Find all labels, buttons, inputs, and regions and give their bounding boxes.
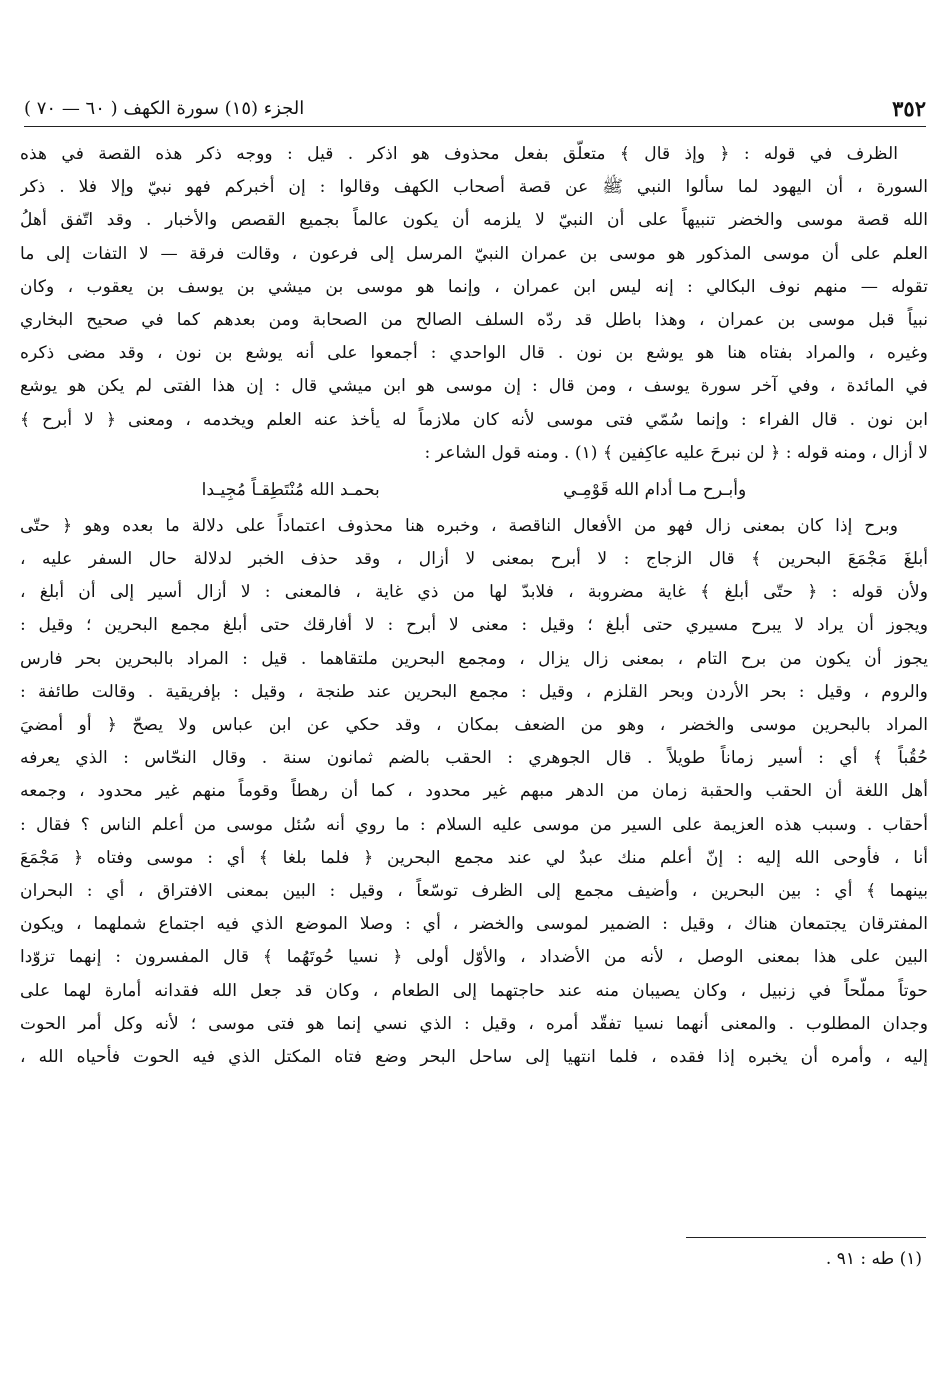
text-line: إليه ، وأمره أن يخبره إذا فقده ، فلما انتهيا إلى ساحل البحر وضع فتاه المكتل الذي فيه الحوت فأحياه الله ،	[20, 1046, 928, 1067]
running-header	[24, 92, 926, 124]
text-line: في المائدة ، وفي آخر سورة يوسف ، ومن قال : إن موسى هو ابن ميشي قال : إن هذا الفتى لم يكن هو يوشع	[20, 376, 928, 397]
text-line: وبرح إذا كان بمعنى زال فهو من الأفعال الناقصة ، وخبره هنا محذوف اعتماداً على دلالة ما بعده وهو ﴿ حتّى	[20, 515, 898, 536]
verse-hemistich-second: بحمـد الله مُنْتَطِقـاً مُجِيـدا	[201, 479, 380, 500]
text-line: السورة ، أن اليهود لما سألوا النبي ﷺ عن قصة أصحاب الكهف وقالوا : إن أخبركم فهو نبيّ وإلا فلا . ذكر	[20, 177, 928, 198]
text-line: بينهما ﴾ أي : بين البحرين ، وأضيف مجمع إلى الظرف توسّعاً ، وقيل : البين بمعنى الافتراق ، أي : البحران	[20, 880, 928, 901]
text-line: أبلغَ مَجْمَعَ البحرين ﴾ قال الزجاج : لا أبرح بمعنى لا أزال ، وقد حذف الخبر لدلالة حال السفر عليه ،	[20, 549, 928, 570]
main-text	[20, 138, 928, 1074]
text-line: أنا ، فأوحى الله إليه : إنّ أعلم منك عبدٌ لي عند مجمع البحرين ﴿ فلما بلغا ﴾ أي : موسى وفتاه ﴿ مَجْمَعَ	[20, 847, 928, 868]
text-line: ابن نون . قال الفراء : وإنما سُمّي فتى موسى لأنه كان ملازماً له يأخذ عنه العلم ويخدمه ، ومعنى ﴿ لا أبرح ﴾	[20, 409, 928, 430]
text-line: ويجوز أن يراد لا يبرح مسيري حتى أبلغ ؛ وقيل : معنى لا أبرح : لا أفارقك حتى أبلغ مجمع البحرين ؛ وقيل :	[20, 615, 928, 636]
text-line: حوتاً مملّحاً في زنبيل ، وكان يصيبان منه عند حاجتهما إلى الطعام ، وكان قد جعل الله فقدانه أمارة لهما على	[20, 980, 928, 1001]
text-line: تقوله — منهم نوف البكالي : إنه ليس ابن عمران ، وإنما هو موسى بن ميشي بن يوسف بن يعقوب ، وكان	[20, 276, 928, 297]
poetry-verse	[20, 470, 928, 510]
text-line: وجدان المطلوب . والمعنى أنهما نسيا تفقّد أمره ، وقيل : الذي نسي إنما هو فتى موسى ؛ لأنه وكل أمر الحوت	[20, 1013, 928, 1034]
running-title: الجزء (١٥) سورة الكهف ( ٦٠ — ٧٠ )	[24, 97, 305, 119]
text-line: أحقاب . وسبب هذه العزيمة على السير من موسى عليه السلام : ما روي أنه سُئل موسى من أعلم الناس ؟ فقال :	[20, 814, 928, 835]
text-line: وغيره ، والمراد بفتاه هنا هو يوشع بن نون . قال الواحدي : أجمعوا على أنه يوشع بن نون ، وقد مضى ذكره	[20, 343, 928, 364]
text-line: أهل اللغة أن الحقب والحقبة زمان من الدهر مبهم غير محدود ، كما أن رهطاً وقوماً منهم غير محدود ، وجمعه	[20, 781, 928, 802]
text-line: المراد بالبحرين موسى والخضر ، وهو من الضعف بمكان ، وقد حكي عن ابن عباس ولا يصحّ ﴿ أو أمضيَ	[20, 715, 928, 735]
footnote-divider	[686, 1237, 926, 1238]
header-divider	[24, 126, 926, 127]
text-line: البين على هذا بمعنى الوصل ، لأنه من الأضداد ، والأوّل أولى ﴿ نسيا حُوتَهُما ﴾ قال المفسرون : إنهما تزوّدا	[20, 947, 928, 968]
text-line: المفترقان يجتمعان هناك ، وقيل : الضمير لموسى والخضر ، أي : وصلا الموضع الذي فيه اجتماع شملهما ، ويكون	[20, 914, 928, 935]
text-line: لا أزال ، ومنه قوله : ﴿ لن نبرحَ عليه عاكِفين ﴾ (١) . ومنه قول الشاعر :	[424, 442, 928, 463]
verse-hemistich-first: وأبـرح مـا أدام الله قَوْمِـي	[563, 479, 747, 500]
text-line: ولأن قوله : ﴿ حتّى أبلغ ﴾ غاية مضروبة ، فلابدّ لها من ذي غاية ، فالمعنى : لا أزال أسير إلى أن أبلغ ،	[20, 582, 928, 603]
text-line: والروم ، وقيل : بحر الأردن وبحر القلزم ، وقيل : مجمع البحرين عند طنجة ، وقيل : بإفريقية . وقالت طائفة :	[20, 681, 928, 702]
text-line: الظرف في قوله : ﴿ وإذ قال ﴾ متعلّق بفعل محذوف هو اذكر . قيل : ووجه ذكر هذه القصة في هذه	[20, 144, 898, 164]
text-line: الله قصة موسى والخضر تنبيهاً على أن النبيّ لا يلزمه أن يكون عالماً بجميع القصص والأخبار . وقد اتّفق أهلُ	[20, 210, 928, 231]
footnote: (١) طه : ٩١ .	[825, 1249, 922, 1269]
page-number: ٣٥٢	[892, 95, 926, 121]
text-line: العلم على أن موسى المذكور هو موسى بن عمران النبيّ المرسل إلى فرعون ، وقالت فرقة — لا التفات إلى ما	[20, 243, 928, 264]
text-line: يجوز أن يكون من برح التام ، بمعنى زال يزال ، ومجمع البحرين ملتقاهما . قيل : المراد بالبحرين بحر فارس	[20, 648, 928, 669]
text-line: حُقُباً ﴾ أي : أسير زماناً طويلاً . قال الجوهري : الحقب بالضم ثمانون سنة . وقال النحّاس : الذي يعرفه	[20, 748, 928, 769]
text-line: نبياً قبل موسى بن عمران ، وهذا باطل قد ردّه السلف الصالح من الصحابة ومن بعدهم كما في صحيح البخاري	[20, 309, 928, 330]
